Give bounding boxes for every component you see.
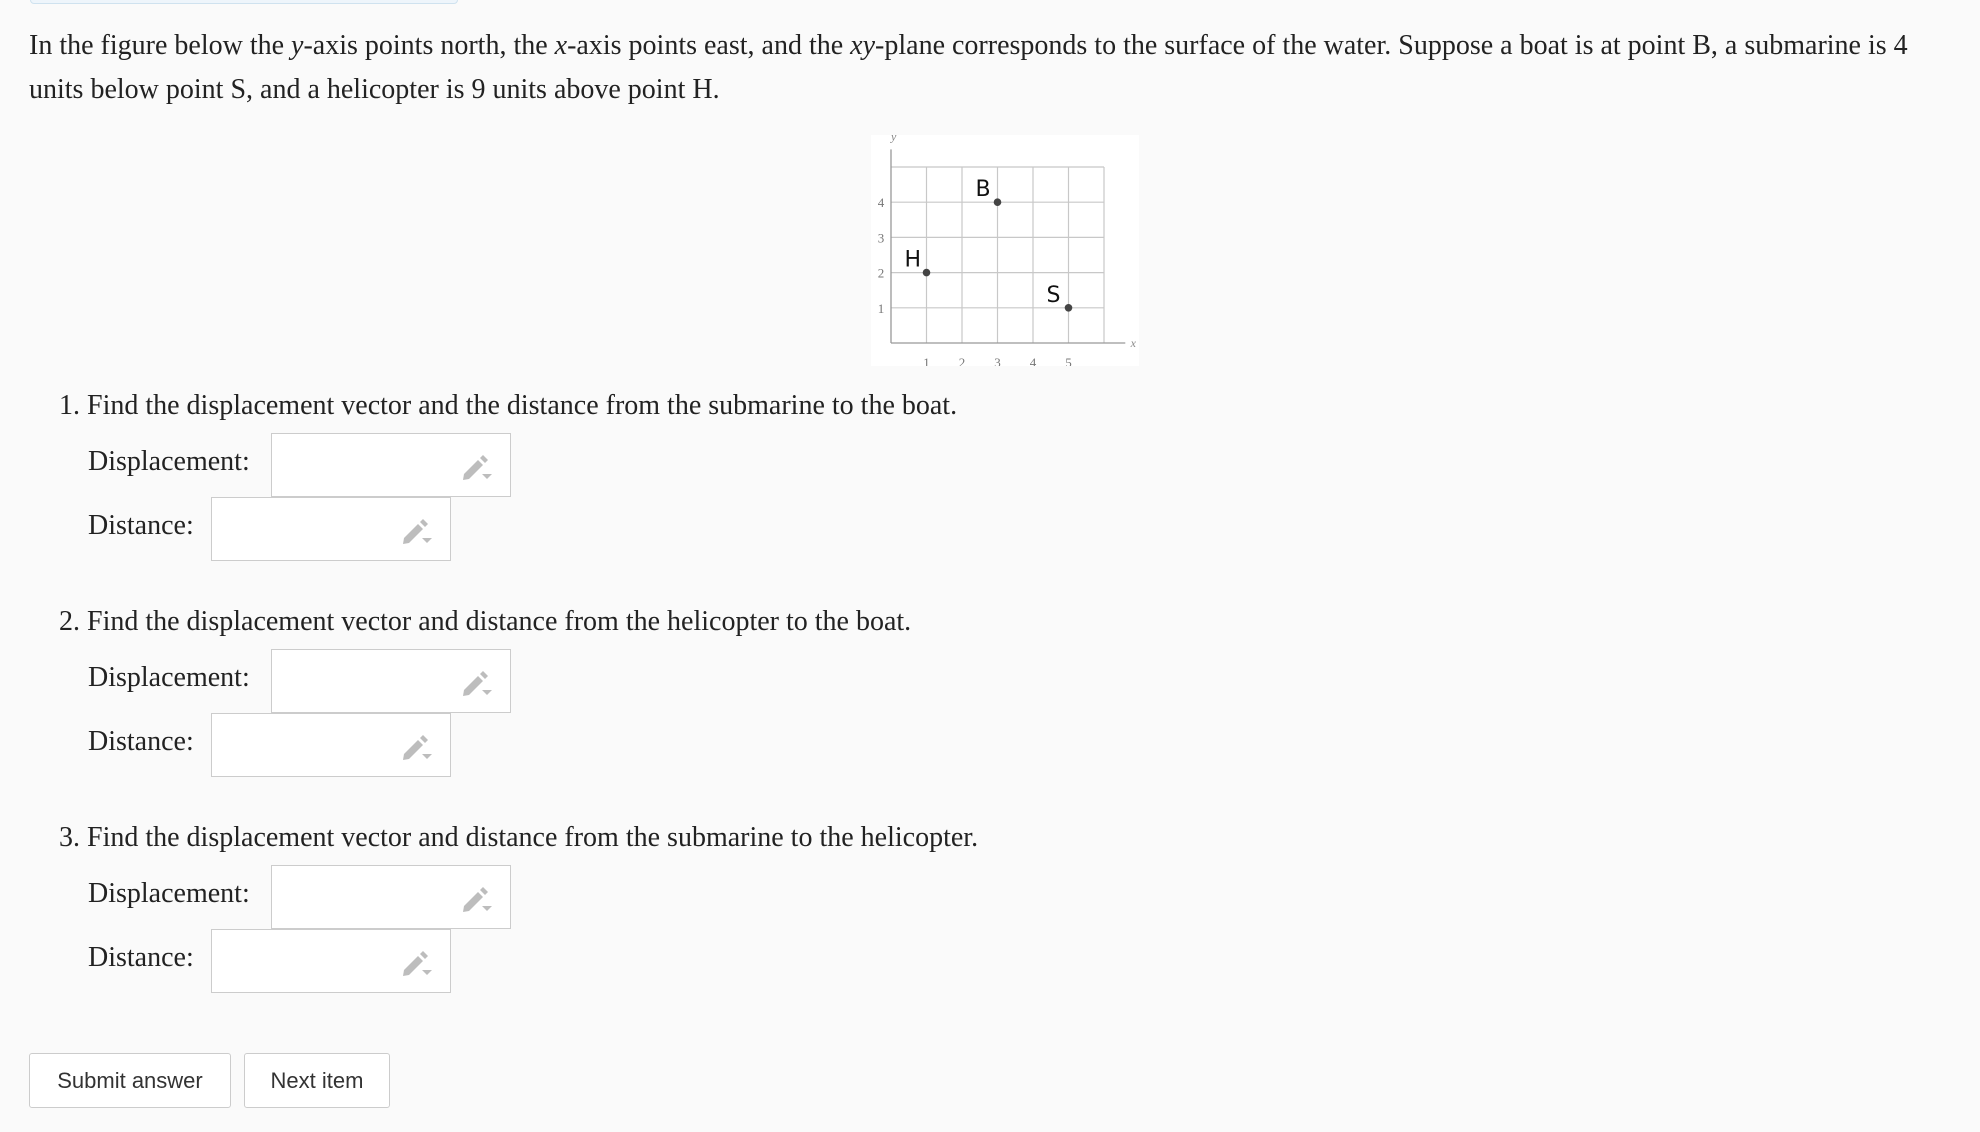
point-label-B: B — [975, 177, 991, 203]
y-tick-label: 1 — [877, 300, 885, 316]
q2-displacement-label: Displacement: — [88, 662, 250, 693]
y-tick-label: 3 — [877, 230, 885, 246]
y-tick-label: 2 — [877, 265, 885, 281]
pencil-dropdown-icon[interactable] — [460, 452, 494, 482]
pencil-dropdown-icon[interactable] — [460, 668, 494, 698]
question-2-text: 2. Find the displacement vector and distance from the helicopter to the boat. — [59, 606, 912, 637]
coordinate-figure — [871, 135, 1139, 366]
pencil-dropdown-icon[interactable] — [400, 948, 434, 978]
question-1-text: 1. Find the displacement vector and the distance from the submarine to the boat. — [59, 390, 958, 421]
pencil-dropdown-icon[interactable] — [460, 884, 494, 914]
x-tick-label: 2 — [958, 355, 966, 366]
point-B — [994, 198, 1002, 206]
x-tick-label: 1 — [923, 355, 930, 366]
x-tick-label: 4 — [1029, 355, 1037, 366]
submit-answer-button[interactable]: Submit answer — [29, 1053, 231, 1108]
q1-distance-label: Distance: — [88, 510, 194, 541]
q1-displacement-label: Displacement: — [88, 446, 250, 477]
point-S — [1065, 304, 1073, 312]
point-label-H: H — [904, 247, 922, 273]
q1-displacement-input[interactable] — [271, 433, 511, 497]
next-item-button[interactable]: Next item — [244, 1053, 390, 1108]
top-bar — [30, 0, 458, 4]
q2-distance-label: Distance: — [88, 726, 194, 757]
point-label-S: S — [1046, 282, 1061, 308]
pencil-dropdown-icon[interactable] — [400, 732, 434, 762]
y-tick-label: 4 — [877, 195, 885, 211]
q2-distance-input[interactable] — [211, 713, 451, 777]
y-axis-label: y — [891, 135, 897, 144]
pencil-dropdown-icon[interactable] — [400, 516, 434, 546]
x-tick-label: 3 — [994, 355, 1001, 366]
question-3-text: 3. Find the displacement vector and distance from the submarine to the helicopter. — [59, 822, 979, 853]
x-axis-label: x — [1130, 336, 1136, 350]
q2-displacement-input[interactable] — [271, 649, 511, 713]
q3-distance-label: Distance: — [88, 942, 194, 973]
q1-distance-input[interactable] — [211, 497, 451, 561]
q3-displacement-label: Displacement: — [88, 878, 250, 909]
q3-displacement-input[interactable] — [271, 865, 511, 929]
q3-distance-input[interactable] — [211, 929, 451, 993]
problem-statement: In the figure below the y-axis points north, the x-axis points east, and the xy-plane corresponds to the surface of the water. Suppose a boat is at point B, a submarine is 4 units below point S, and a helicopter is 9 units above point H. — [29, 30, 1908, 105]
point-H — [923, 269, 931, 277]
x-tick-label: 5 — [1065, 355, 1072, 366]
